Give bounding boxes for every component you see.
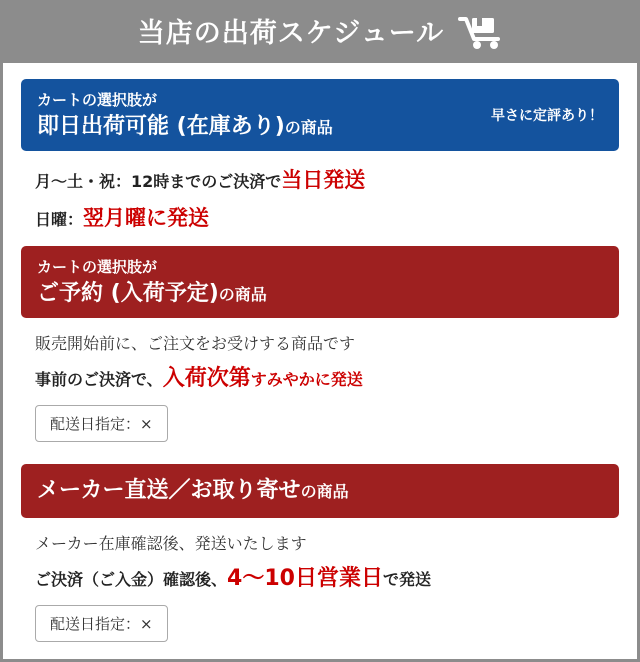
detail-reservation-post: すみやかに発送 — [250, 370, 363, 390]
detail-reservation-shipping — [35, 362, 611, 395]
band-in-stock-big-label: 即日出荷可能 (在庫あり) — [37, 113, 285, 139]
detail-line-weekday — [35, 165, 611, 197]
detail-reservation — [21, 318, 619, 448]
detail-sunday-em: 翌月曜に発送 — [83, 205, 210, 230]
band-reservation-small: カートの選択肢が — [37, 258, 158, 277]
page-title: 当店の出荷スケジュール — [137, 17, 445, 49]
delivery-cart-icon — [458, 16, 502, 50]
band-in-stock-small: カートの選択肢が — [37, 91, 158, 109]
band-in-stock — [21, 79, 619, 151]
detail-weekday-pre: 月～土・祝： — [35, 172, 132, 192]
content-area — [3, 63, 637, 658]
section-spacer — [21, 448, 619, 464]
band-in-stock-note: 早さに定評あり！ — [491, 108, 603, 125]
detail-weekday-em: 当日発送 — [281, 168, 366, 193]
band-maker-direct-texts — [37, 476, 349, 506]
detail-maker-direct-pre: ご決済（ご入金）確認後、 — [35, 570, 228, 590]
detail-maker-direct-em: 4～10日営業日 — [227, 566, 383, 592]
band-maker-direct — [21, 464, 619, 518]
detail-reservation-note: 販売開始前に、ご注文をお受けする商品です — [35, 334, 356, 354]
band-reservation — [21, 246, 619, 318]
band-reservation-big-label: ご予約 (入荷予定) — [37, 280, 219, 306]
detail-line-sunday — [35, 203, 611, 235]
band-maker-direct-big-suffix: の商品 — [300, 482, 349, 502]
page-header — [3, 3, 637, 63]
detail-in-stock — [21, 151, 619, 246]
detail-maker-direct — [21, 518, 619, 648]
band-in-stock-texts — [37, 89, 333, 141]
tag-no-date-designation-reservation: 配送日指定：× — [35, 405, 168, 442]
band-in-stock-big — [37, 112, 333, 142]
detail-sunday-pre: 日曜： — [35, 209, 84, 229]
detail-maker-direct-shipping — [35, 562, 611, 595]
detail-reservation-em: 入荷次第 — [162, 366, 251, 392]
band-reservation-big — [37, 279, 267, 309]
detail-maker-direct-note: メーカー在庫確認後、発送いたします — [35, 534, 307, 554]
band-reservation-big-suffix: の商品 — [218, 284, 267, 304]
band-reservation-texts — [37, 256, 267, 308]
detail-maker-direct-post: で発送 — [382, 570, 431, 590]
detail-weekday-mid: 12時までのご決済で — [131, 172, 282, 192]
tag-no-date-designation-maker-direct: 配送日指定：× — [35, 605, 168, 642]
band-in-stock-big-suffix: の商品 — [284, 117, 333, 137]
band-maker-direct-big-label: メーカー直送／お取り寄せ — [37, 478, 301, 504]
band-maker-direct-big — [37, 476, 349, 506]
detail-reservation-pre: 事前のご決済で、 — [35, 370, 163, 390]
